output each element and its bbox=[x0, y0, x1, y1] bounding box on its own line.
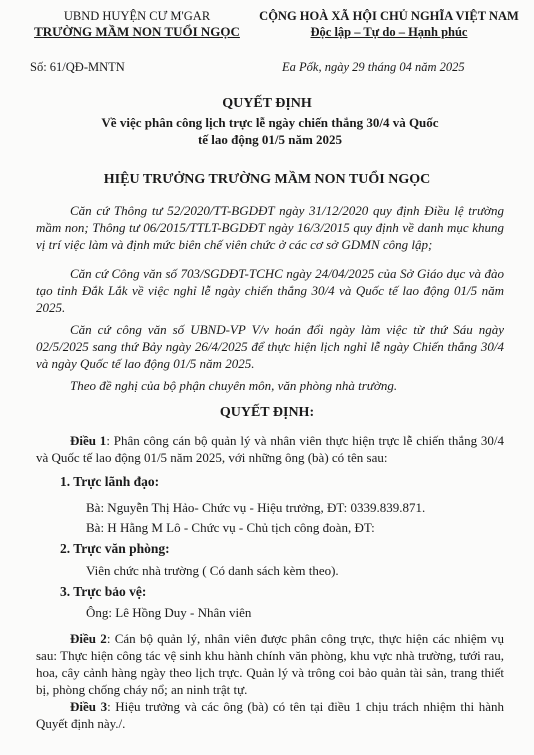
article-2 bbox=[36, 630, 504, 698]
country-name: CỘNG HOÀ XÃ HỘI CHỦ NGHĨA VIỆT NAM bbox=[259, 9, 519, 23]
issuer-parent: UBND HUYỆN CƯ M'GAR bbox=[63, 9, 211, 23]
item-heading-leadership: 1. Trực lãnh đạo: bbox=[60, 474, 160, 489]
item-heading-office: 2. Trực văn phòng: bbox=[60, 541, 170, 556]
article-1-label: Điều 1 bbox=[70, 433, 107, 448]
item-line-leadership-1: Bà: Nguyễn Thị Hảo- Chức vụ - Hiệu trưởng, ĐT: 0339.839.871. bbox=[86, 500, 426, 515]
basis-2: Căn cứ Công văn số 703/SGDĐT-TCHC ngày 24/04/2025 của Sở Giáo dục và đào tạo tỉnh Đắk Lắk về việc nghỉ lễ ngày chiến thắng 30/4 và Quốc tế lao động 01/5 năm 2025. bbox=[36, 266, 504, 315]
basis-3: Căn cứ công văn số UBND-VP V/v hoán đổi ngày làm việc từ thứ Sáu ngày 02/5/2025 sang thứ Bảy ngày 26/4/2025 để thực hiện lịch nghỉ lễ ngày Chiến thắng 30/4 và ngày Quốc tế lao động 01/5 năm 2025. bbox=[36, 322, 504, 371]
authority-heading: HIỆU TRƯỞNG TRƯỜNG MẦM NON TUỔI NGỌC bbox=[103, 172, 431, 187]
document-subject: Về việc phân công lịch trực lễ ngày chiến thắng 30/4 và Quốc tế lao động 01/5 năm 2025 bbox=[101, 115, 439, 147]
article-3-label: Điều 3 bbox=[70, 699, 108, 714]
document-title: QUYẾT ĐỊNH bbox=[222, 96, 312, 111]
motto: Độc lập – Tự do – Hạnh phúc bbox=[310, 25, 468, 39]
article-2-text: : Cán bộ quản lý, nhân viên được phân công trực, thực hiện các nhiệm vụ sau: Thực hiện công tác vệ sinh khu hành chính văn phòng, khu vực nhà trường, tưới rau, hoa, cây cảnh hàng ngày theo lịch trực. Quản lý và trông coi bảo quản tài sản, trang thiết bị, phòng chống cháy nổ; an ninh trật tự. bbox=[36, 631, 505, 697]
decision-heading: QUYẾT ĐỊNH: bbox=[219, 405, 315, 420]
basis-1: Căn cứ Thông tư 52/2020/TT-BGDĐT ngày 31/12/2020 quy định Điều lệ trường mầm non; Thông tư 06/2015/TTLT-BGDĐT ngày 16/3/2015 quy định về danh mục khung vị trí việc làm và định mức biên chế viên chức ở các cơ sở GDMN công lập; bbox=[36, 203, 504, 252]
article-3 bbox=[36, 698, 504, 732]
item-line-leadership-2: Bà: H Hằng M Lô - Chức vụ - Chủ tịch công đoàn, ĐT: bbox=[86, 520, 375, 535]
article-2-label: Điều 2 bbox=[70, 631, 107, 646]
item-line-security-1: Ông: Lê Hồng Duy - Nhân viên bbox=[86, 605, 252, 620]
issuer-block bbox=[22, 8, 252, 40]
article-1-text: : Phân công cán bộ quản lý và nhân viên thực hiện trực lễ chiến thắng 30/4 và Quốc tế lao động 01/5 năm 2025, với những ông (bà) có tên sau: bbox=[36, 433, 504, 465]
issuer-name: TRƯỜNG MẦM NON TUỔI NGỌC bbox=[34, 24, 240, 39]
place-date: Ea Pốk, ngày 29 tháng 04 năm 2025 bbox=[282, 60, 465, 74]
item-heading-security: 3. Trực bảo vệ: bbox=[60, 584, 147, 599]
article-1 bbox=[36, 432, 504, 466]
basis-4: Theo đề nghị của bộ phận chuyên môn, văn phòng nhà trường. bbox=[70, 378, 398, 393]
national-header bbox=[250, 8, 528, 40]
document-number: Số: 61/QĐ-MNTN bbox=[30, 60, 125, 74]
article-3-text: : Hiệu trưởng và các ông (bà) có tên tại điều 1 chịu trách nhiệm thi hành Quyết định này./. bbox=[36, 699, 505, 731]
item-line-office-1: Viên chức nhà trường ( Có danh sách kèm theo). bbox=[86, 563, 339, 578]
